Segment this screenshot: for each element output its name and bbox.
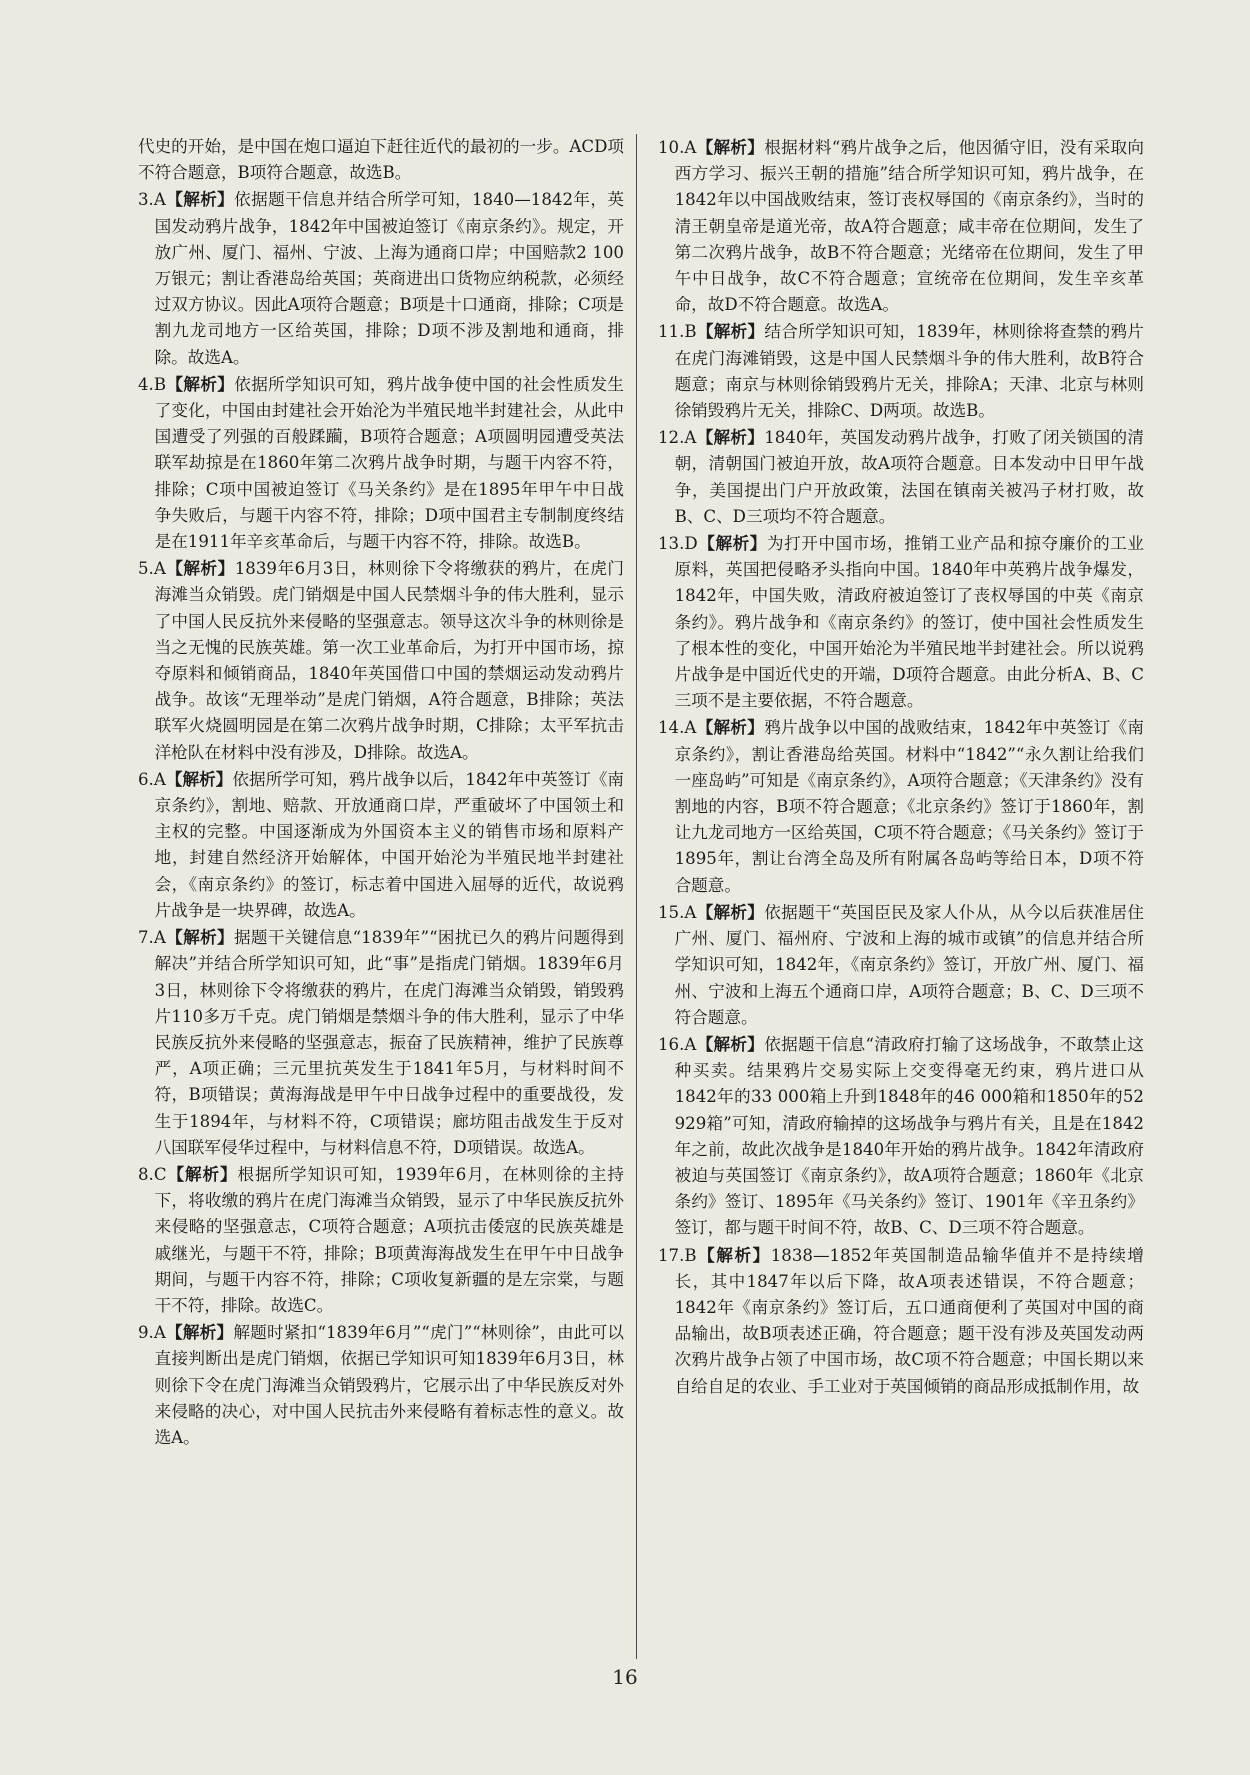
- answer-item-4: [138, 371, 624, 555]
- answer-num: 5.A: [138, 559, 166, 579]
- answer-num: 8.C: [138, 1164, 167, 1184]
- answer-text: 根据所学知识可知，1939年6月，在林则徐的主持下，将收缴的鸦片在虎门海滩当众销毁，显示了中华民族反抗外来侵略的坚强意志，C项符合题意；A项抗击倭寇的民族英雄是戚继光，与题干不符，排除；B项黄海海战发生在甲午中日战争期间，与题干内容不符，排除；C项收复新疆的是左宗棠，与题干不符，排除。故选C。: [154, 1164, 624, 1315]
- answer-item-7: [138, 924, 624, 1161]
- right-column: [658, 134, 1144, 1400]
- answer-num: 12.A: [658, 428, 697, 448]
- answer-num: 13.D: [658, 534, 698, 554]
- analysis-tag: 【解析】: [696, 321, 765, 342]
- answer-text: 结合所学知识可知，1839年，林则徐将查禁的鸦片在虎门海滩销毁，这是中国人民禁烟斗争的伟大胜利，故B符合题意；南京与林则徐销毁鸦片无关，排除A；天津、北京与林则徐销毁鸦片无关，排除C、D两项。故选B。: [674, 322, 1145, 421]
- analysis-tag: 【解析】: [165, 927, 234, 948]
- answer-text: 1840年，英国发动鸦片战争，打败了闭关锁国的清朝，清朝国门被迫开放，故A项符合题意。日本发动中日甲午战争，美国提出门户开放政策，法国在镇南关被冯子材打败，故B、C、D三项均不符合题意。: [674, 428, 1145, 526]
- answer-num: 3.A: [138, 190, 166, 210]
- analysis-tag: 【解析】: [696, 1033, 765, 1054]
- answer-item-17: [658, 1242, 1144, 1400]
- answer-text: 1838—1852年英国制造品输华值并不是持续增长，其中1847年以后下降，故A项表述错误，不符合题意；1842年《南京条约》签订后，五口通商便利了英国对中国的商品输出，故B项表述正确，符合题意；题干没有涉及英国发动两次鸦片战争占领了中国市场，故C项不符合题意；中国长期以来自给自足的农业、手工业对于英国倾销的商品形成抵制作用，故: [674, 1245, 1144, 1396]
- answer-text: 为打开中国市场，推销工业产品和掠夺廉价的工业原料，英国把侵略矛头指向中国。1840年中英鸦片战争爆发，1842年，中国失败，清政府被迫签订了丧权辱国的中英《南京条约》。鸦片战争和《南京条约》的签订，使中国社会性质发生了根本性的变化，中国开始沦为半殖民地半封建社会。所以说鸦片战争是中国近代史的开端，D项符合题意。由此分析A、B、C三项不是主要依据，不符合题意。: [674, 534, 1145, 711]
- answer-num: 17.B: [658, 1245, 697, 1265]
- answer-text: 据题干关键信息“1839年”“困扰已久的鸦片问题得到解决”并结合所学知识可知，此“事”是指虎门销烟。1839年6月3日，林则徐下令将缴获的鸦片，在虎门海滩当众销毁，销毁鸦片110多万千克。虎门销烟是禁烟斗争的伟大胜利，显示了中华民族反抗外来侵略的坚强意志，振奋了民族精神，维护了民族尊严，A项正确；三元里抗英发生于1841年5月，与材料时间不符，B项错误；黄海海战是甲午中日战争过程中的重要战役，发生于1894年，与材料不符，C项错误；廊坊阻击战发生于反对八国联军侵华过程中，与材料信息不符，D项错误。故选A。: [154, 928, 624, 1157]
- answer-item-10: [658, 134, 1144, 318]
- answer-text: 鸦片战争以中国的战败结束，1842年中英签订《南京条约》，割让香港岛给英国。材料中“1842”“永久割让给我们一座岛屿”可知是《南京条约》，A项符合题意；《天津条约》没有割地的内容，B项不符合题意；《北京条约》签订于1860年，割让九龙司地方一区给英国，C项不符合题意；《马关条约》签订于1895年，割让台湾全岛及所有附属各岛屿等给日本，D项不符合题意。: [674, 718, 1145, 895]
- answer-item-15: [658, 899, 1144, 1031]
- answer-item-13: [658, 530, 1144, 714]
- answer-item-12: [658, 424, 1144, 530]
- column-divider: [636, 134, 637, 1659]
- answer-text: 依据题干信息“清政府打输了这场战争，不敢禁止这种买卖。结果鸦片交易实际上交变得毫无约束，鸦片进口从1842年的33 000箱上升到1848年的46 000箱和1850年的52 929箱”可知，清政府输掉的这场战争与鸦片有关，且是在1842年之前，故此次战争是1840年开始的鸦片战争。1842年清政府被迫与英国签订《南京条约》，故A项符合题意；1860年《北京条约》签订、1895年《马关条约》签订、1901年《辛丑条约》签订，都与题干时间不符，故B、C、D三项不符合题意。: [674, 1034, 1145, 1238]
- answer-num: 15.A: [658, 902, 697, 922]
- analysis-tag: 【解析】: [165, 558, 235, 579]
- analysis-tag: 【解析】: [696, 427, 765, 448]
- answer-item-3: [138, 186, 624, 370]
- answer-num: 14.A: [658, 718, 697, 738]
- answer-text: 依据所学可知，鸦片战争以后，1842年中英签订《南京条约》，割地、赔款、开放通商口岸，严重破坏了中国领土和主权的完整。中国逐渐成为外国资本主义的销售市场和原料产地，封建自然经济开始解体，中国开始沦为半殖民地半封建社会，《南京条约》的签订，标志着中国进入屈辱的近代，故说鸦片战争是一块界碑，故选A。: [154, 769, 625, 920]
- analysis-tag: 【解析】: [166, 373, 235, 394]
- answer-text: 1839年6月3日，林则徐下令将缴获的鸦片，在虎门海滩当众销毁。虎门销烟是中国人民禁烟斗争的伟大胜利，显示了中国人民反抗外来侵略的坚强意志。领导这次斗争的林则徐是当之无愧的民族英雄。第一次工业革命后，为打开中国市场，掠夺原料和倾销商品，1840年英国借口中国的禁烟运动发动鸦片战争。故该“无理举动”是虎门销烟，A符合题意，B排除；英法联军火烧圆明园是在第二次鸦片战争时期，C排除；太平军抗击洋枪队在材料中没有涉及，D排除。故选A。: [154, 559, 625, 762]
- analysis-tag: 【解析】: [166, 1163, 238, 1184]
- answer-num: 16.A: [658, 1034, 697, 1054]
- left-column: [138, 134, 624, 1451]
- answer-item-8: [138, 1161, 624, 1319]
- answer-num: 10.A: [658, 138, 697, 157]
- answer-text: 依据题干“英国臣民及家人仆从，从今以后获准居住广州、厦门、福州府、宁波和上海的城市或镇”的信息并结合所学知识可知，1842年，《南京条约》签订，开放广州、厦门、福州、宁波和上海五个通商口岸，A项符合题意；B、C、D三项不符合题意。: [674, 902, 1145, 1027]
- answer-text: 依据所学知识可知，鸦片战争使中国的社会性质发生了变化，中国由封建社会开始沦为半殖民地半封建社会，从此中国遭受了列强的百般蹂躏，B项符合题意；A项圆明园遭受英法联军劫掠是在1860年第二次鸦片战争时期，与题干内容不符，排除；C项中国被迫签订《马关条约》是在1895年甲午中日战争失败后，与题干内容不符，排除；D项中国君主专制制度终结是在1911年辛亥革命后，与题干内容不符，排除。故选B。: [154, 374, 625, 552]
- analysis-tag: 【解析】: [165, 189, 235, 210]
- page-number: 16: [612, 1665, 638, 1689]
- answer-item-14: [658, 714, 1144, 898]
- answer-item-16: [658, 1031, 1144, 1242]
- analysis-tag: 【解析】: [696, 137, 765, 157]
- analysis-tag: 【解析】: [165, 1322, 234, 1343]
- answer-num: 11.B: [658, 322, 697, 342]
- analysis-tag: 【解析】: [165, 768, 233, 789]
- answer-num: 4.B: [138, 374, 167, 394]
- answer-num: 7.A: [138, 928, 166, 948]
- answer-item-5: [138, 555, 624, 766]
- answer-text: 根据材料“鸦片战争之后，他因循守旧，没有采取向西方学习、振兴王朝的措施”结合所学知识可知，鸦片战争，在1842年以中国战败结束，签订丧权辱国的《南京条约》，当时的清王朝皇帝是道光帝，故A符合题意；咸丰帝在位期间，发生了第二次鸦片战争，故B不符合题意；光绪帝在位期间，发生了甲午中日战争，故C不符合题意；宣统帝在位期间，发生辛亥革命，故D不符合题意。故选A。: [674, 138, 1145, 315]
- analysis-tag: 【解析】: [696, 717, 765, 738]
- answer-text: 依据题干信息并结合所学可知，1840—1842年，英国发动鸦片战争，1842年中国被迫签订《南京条约》。规定，开放广州、厦门、福州、宁波、上海为通商口岸；中国赔款2 100万银元；割让香港岛给英国；英商进出口货物应纳税款，必须经过双方协议。因此A项符合题意；B项是十口通商，排除；C项是割九龙司地方一区给英国，排除；D项不涉及割地和通商，排除。故选A。: [154, 190, 624, 367]
- analysis-tag: 【解析】: [696, 1244, 771, 1265]
- answer-num: 6.A: [138, 769, 166, 789]
- answer-num: 9.A: [138, 1323, 166, 1343]
- analysis-tag: 【解析】: [696, 901, 765, 922]
- answer-item-11: [658, 318, 1144, 424]
- answer-item-9: [138, 1319, 624, 1451]
- analysis-tag: 【解析】: [697, 533, 767, 554]
- answer-text: 解题时紧扣“1839年6月”“虎门”“林则徐”，由此可以直接判断出是虎门销烟，依据已学知识可知1839年6月3日，林则徐下令在虎门海滩当众销毁鸦片，它展示出了中华民族反对外来侵略的决心，对中国人民抗击外来侵略有着标志性的意义。故选A。: [154, 1323, 625, 1447]
- answer-item-6: [138, 766, 624, 924]
- left-intro: 代史的开始，是中国在炮口逼迫下赶往近代的最初的一步。ACD项不符合题意，B项符合题意，故选B。: [138, 137, 625, 183]
